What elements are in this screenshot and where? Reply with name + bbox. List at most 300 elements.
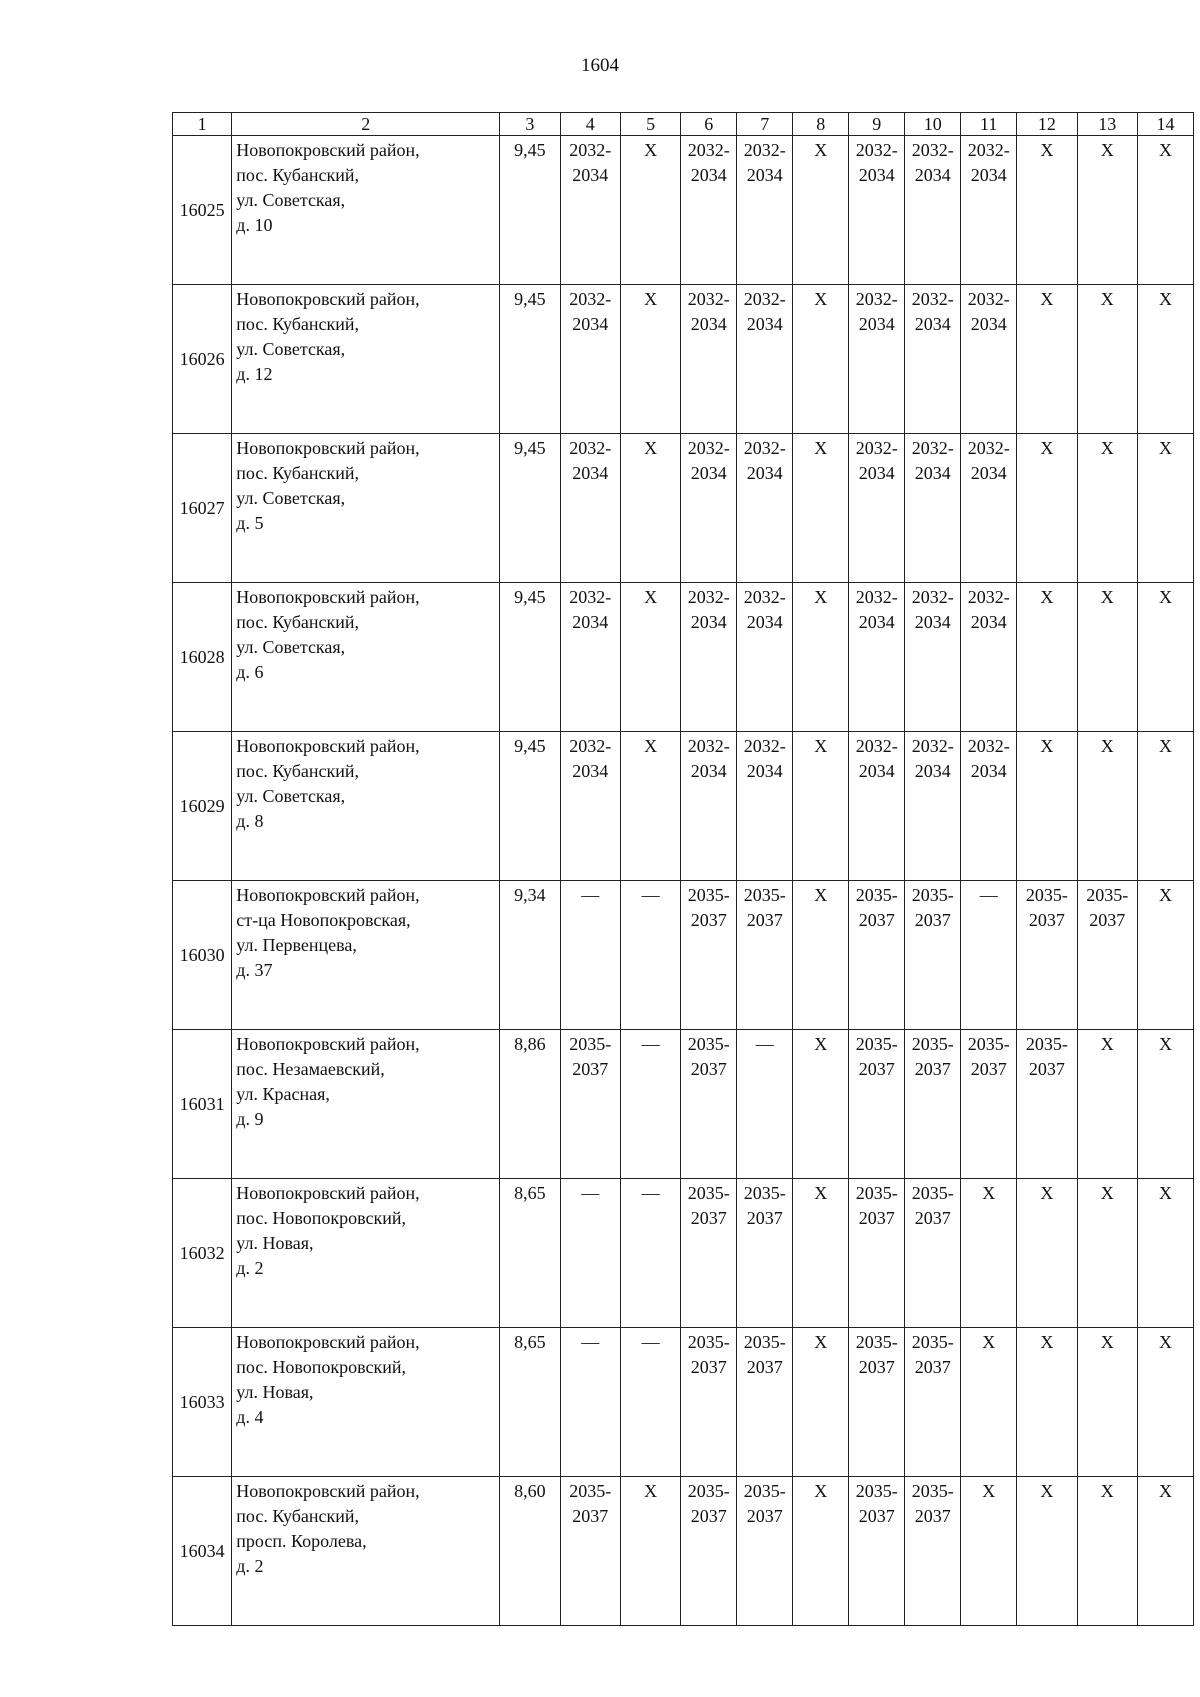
period-cell xyxy=(849,434,905,583)
address-cell xyxy=(232,1179,500,1328)
period-text: 2032- xyxy=(569,587,612,607)
period-cell xyxy=(560,732,620,881)
period-text: 2034 xyxy=(914,165,951,185)
column-header-5: 5 xyxy=(620,113,680,136)
period-text: 2032- xyxy=(911,587,954,607)
period-text: 2034 xyxy=(914,612,951,632)
period-text: Х xyxy=(814,438,828,458)
period-cell xyxy=(1077,881,1137,1030)
dash-mark: — xyxy=(641,1332,660,1352)
period-text: 2035- xyxy=(569,1481,612,1501)
period-cell xyxy=(681,583,737,732)
period-cell xyxy=(1077,1179,1137,1328)
period-text: 2035- xyxy=(911,885,954,905)
period-text: 2032- xyxy=(967,140,1010,160)
dash-mark: — xyxy=(581,885,600,905)
period-cell xyxy=(1017,881,1077,1030)
address-line: д. 12 xyxy=(236,364,273,384)
address-cell xyxy=(232,732,500,881)
address-line: ул. Советская, xyxy=(236,637,346,657)
period-text: 2037 xyxy=(914,1059,951,1079)
period-text: 2035- xyxy=(569,1034,612,1054)
period-text: 2032- xyxy=(569,438,612,458)
period-text: 2035- xyxy=(687,885,730,905)
period-text: Х xyxy=(1158,140,1172,160)
period-cell xyxy=(849,285,905,434)
period-text: 2037 xyxy=(1089,910,1126,930)
period-text: 2035- xyxy=(855,885,898,905)
dash-mark: — xyxy=(641,1183,660,1203)
period-text: 2035- xyxy=(687,1481,730,1501)
period-cell xyxy=(1017,583,1077,732)
period-cell xyxy=(620,1179,680,1328)
period-cell xyxy=(1137,732,1193,881)
period-cell xyxy=(793,881,849,1030)
address-line: пос. Кубанский, xyxy=(236,612,360,632)
period-cell xyxy=(1077,285,1137,434)
period-cell xyxy=(849,1179,905,1328)
address-line: ул. Первенцева, xyxy=(236,935,357,955)
period-text: 2035- xyxy=(911,1332,954,1352)
period-text: Х xyxy=(1040,587,1054,607)
period-text: 2034 xyxy=(572,314,609,334)
period-text: 2032- xyxy=(687,438,730,458)
period-text: Х xyxy=(644,587,658,607)
period-text: Х xyxy=(1158,587,1172,607)
period-cell xyxy=(560,434,620,583)
period-text: Х xyxy=(1100,1034,1114,1054)
period-text: 2034 xyxy=(970,463,1007,483)
value-cell: 8,65 xyxy=(500,1328,560,1477)
address-line: Новопокровский район, xyxy=(236,289,420,309)
period-cell xyxy=(961,285,1017,434)
period-text: 2032- xyxy=(911,438,954,458)
page-number: 1604 xyxy=(581,55,619,76)
table-row xyxy=(173,1477,1194,1626)
period-text: 2032- xyxy=(687,587,730,607)
period-text: Х xyxy=(1100,587,1114,607)
period-text: 2032- xyxy=(743,587,786,607)
period-cell xyxy=(1137,434,1193,583)
period-cell xyxy=(681,881,737,1030)
address-cell xyxy=(232,1477,500,1626)
period-text: 2034 xyxy=(690,165,727,185)
row-number: 16028 xyxy=(173,583,232,732)
period-text: 2037 xyxy=(914,1506,951,1526)
period-cell xyxy=(1017,1328,1077,1477)
period-cell xyxy=(1137,1477,1193,1626)
address-line: д. 2 xyxy=(236,1556,264,1576)
column-header-10: 10 xyxy=(905,113,961,136)
period-text: 2032- xyxy=(855,140,898,160)
period-text: 2035- xyxy=(911,1034,954,1054)
column-header-1: 1 xyxy=(173,113,232,136)
period-cell xyxy=(905,1179,961,1328)
period-cell xyxy=(560,583,620,732)
period-cell xyxy=(681,1030,737,1179)
period-cell xyxy=(560,136,620,285)
address-line: пос. Новопокровский, xyxy=(236,1208,406,1228)
period-cell xyxy=(737,136,793,285)
period-text: 2035- xyxy=(855,1034,898,1054)
column-header-7: 7 xyxy=(737,113,793,136)
period-cell xyxy=(849,1030,905,1179)
period-text: 2032- xyxy=(687,140,730,160)
period-text: Х xyxy=(1100,140,1114,160)
period-text: 2032- xyxy=(855,289,898,309)
period-cell xyxy=(905,583,961,732)
period-text: 2032- xyxy=(911,289,954,309)
period-text: Х xyxy=(644,289,658,309)
period-cell xyxy=(793,1328,849,1477)
period-text: 2032- xyxy=(743,140,786,160)
table-row xyxy=(173,1179,1194,1328)
period-cell xyxy=(681,1328,737,1477)
address-line: ул. Советская, xyxy=(236,488,346,508)
period-cell xyxy=(905,1328,961,1477)
period-cell xyxy=(620,881,680,1030)
period-cell xyxy=(620,1477,680,1626)
address-line: д. 9 xyxy=(236,1109,264,1129)
dash-mark: — xyxy=(581,1183,600,1203)
period-text: 2034 xyxy=(572,612,609,632)
period-text: 2034 xyxy=(690,761,727,781)
period-cell xyxy=(905,434,961,583)
period-cell xyxy=(1017,434,1077,583)
period-cell xyxy=(793,1477,849,1626)
period-text: 2037 xyxy=(690,1357,727,1377)
period-cell xyxy=(620,583,680,732)
period-cell xyxy=(737,583,793,732)
period-text: 2032- xyxy=(743,736,786,756)
address-line: пос. Кубанский, xyxy=(236,761,360,781)
period-cell xyxy=(560,881,620,1030)
period-text: 2034 xyxy=(970,314,1007,334)
period-cell xyxy=(737,1477,793,1626)
period-cell xyxy=(905,1030,961,1179)
period-cell xyxy=(905,732,961,881)
period-text: 2035- xyxy=(687,1034,730,1054)
period-text: 2032- xyxy=(967,736,1010,756)
address-line: пос. Кубанский, xyxy=(236,1506,360,1526)
period-text: 2037 xyxy=(970,1059,1007,1079)
column-header-6: 6 xyxy=(681,113,737,136)
value-cell: 9,34 xyxy=(500,881,560,1030)
period-cell xyxy=(1017,1030,1077,1179)
period-text: 2035- xyxy=(855,1481,898,1501)
period-text: 2034 xyxy=(858,463,895,483)
period-text: 2035- xyxy=(687,1332,730,1352)
period-cell xyxy=(793,434,849,583)
period-cell xyxy=(560,1179,620,1328)
period-text: 2035- xyxy=(855,1332,898,1352)
period-text: Х xyxy=(1158,1183,1172,1203)
address-line: д. 10 xyxy=(236,215,273,235)
period-cell xyxy=(1017,1477,1077,1626)
period-text: 2032- xyxy=(687,736,730,756)
address-line: Новопокровский район, xyxy=(236,587,420,607)
period-cell xyxy=(905,285,961,434)
period-cell xyxy=(793,732,849,881)
period-text: 2032- xyxy=(687,289,730,309)
period-text: Х xyxy=(644,736,658,756)
period-cell xyxy=(737,434,793,583)
period-text: 2034 xyxy=(746,314,783,334)
period-cell xyxy=(620,434,680,583)
period-text: 2035- xyxy=(911,1481,954,1501)
dash-mark: — xyxy=(755,1034,774,1054)
column-header-3: 3 xyxy=(500,113,560,136)
dash-mark: — xyxy=(979,885,998,905)
period-cell xyxy=(961,1030,1017,1179)
period-cell xyxy=(961,1477,1017,1626)
period-text: 2037 xyxy=(858,1357,895,1377)
period-text: 2034 xyxy=(746,761,783,781)
period-text: 2037 xyxy=(572,1506,609,1526)
period-text: Х xyxy=(814,1183,828,1203)
column-header-2: 2 xyxy=(232,113,500,136)
column-header-14: 14 xyxy=(1137,113,1193,136)
period-cell xyxy=(961,881,1017,1030)
period-text: Х xyxy=(1158,1481,1172,1501)
period-text: 2034 xyxy=(572,165,609,185)
period-text: Х xyxy=(1158,1332,1172,1352)
period-cell xyxy=(1137,136,1193,285)
period-text: 2034 xyxy=(914,761,951,781)
period-text: 2037 xyxy=(1028,1059,1065,1079)
period-cell xyxy=(793,1179,849,1328)
register-table xyxy=(172,112,1194,1626)
address-line: ул. Новая, xyxy=(236,1382,314,1402)
period-text: 2037 xyxy=(690,1506,727,1526)
period-cell xyxy=(681,434,737,583)
address-line: пос. Кубанский, xyxy=(236,463,360,483)
period-text: Х xyxy=(814,736,828,756)
column-header-4: 4 xyxy=(560,113,620,136)
table-row xyxy=(173,434,1194,583)
address-line: пос. Незамаевский, xyxy=(236,1059,385,1079)
period-text: 2037 xyxy=(690,1208,727,1228)
column-header-8: 8 xyxy=(793,113,849,136)
row-number: 16025 xyxy=(173,136,232,285)
period-cell xyxy=(849,136,905,285)
period-text: 2034 xyxy=(914,463,951,483)
period-text: 2034 xyxy=(970,761,1007,781)
period-cell xyxy=(1137,1328,1193,1477)
period-cell xyxy=(681,732,737,881)
period-cell xyxy=(737,881,793,1030)
period-text: Х xyxy=(1040,438,1054,458)
period-text: 2032- xyxy=(569,736,612,756)
address-line: ул. Красная, xyxy=(236,1084,330,1104)
table-row xyxy=(173,285,1194,434)
period-text: Х xyxy=(814,140,828,160)
period-text: 2037 xyxy=(858,1506,895,1526)
period-text: 2037 xyxy=(858,1059,895,1079)
value-cell: 9,45 xyxy=(500,285,560,434)
period-text: Х xyxy=(1158,1034,1172,1054)
period-cell xyxy=(1017,285,1077,434)
period-text: 2032- xyxy=(855,736,898,756)
period-text: 2032- xyxy=(743,438,786,458)
period-cell xyxy=(849,1477,905,1626)
period-text: 2035- xyxy=(911,1183,954,1203)
address-line: д. 4 xyxy=(236,1407,264,1427)
period-text: 2034 xyxy=(858,314,895,334)
period-text: 2034 xyxy=(690,612,727,632)
period-cell xyxy=(737,1030,793,1179)
period-cell xyxy=(620,1030,680,1179)
row-number: 16026 xyxy=(173,285,232,434)
address-line: ул. Советская, xyxy=(236,786,346,806)
value-cell: 8,65 xyxy=(500,1179,560,1328)
period-cell xyxy=(793,583,849,732)
period-text: 2032- xyxy=(855,438,898,458)
address-line: ул. Новая, xyxy=(236,1233,314,1253)
period-text: 2035- xyxy=(855,1183,898,1203)
period-cell xyxy=(1077,732,1137,881)
period-cell xyxy=(737,1179,793,1328)
period-text: 2032- xyxy=(855,587,898,607)
period-text: Х xyxy=(1100,289,1114,309)
table-row xyxy=(173,732,1194,881)
period-text: Х xyxy=(814,587,828,607)
column-header-13: 13 xyxy=(1077,113,1137,136)
period-text: Х xyxy=(1040,1481,1054,1501)
period-text: 2034 xyxy=(690,314,727,334)
period-cell xyxy=(560,1328,620,1477)
period-cell xyxy=(961,732,1017,881)
value-cell: 8,86 xyxy=(500,1030,560,1179)
period-cell xyxy=(737,285,793,434)
period-cell xyxy=(1137,881,1193,1030)
period-text: 2037 xyxy=(690,910,727,930)
period-text: Х xyxy=(1158,289,1172,309)
period-cell xyxy=(560,1477,620,1626)
address-cell xyxy=(232,881,500,1030)
period-text: 2032- xyxy=(569,140,612,160)
period-cell xyxy=(1017,732,1077,881)
period-text: Х xyxy=(1040,140,1054,160)
period-text: 2037 xyxy=(858,910,895,930)
period-text: 2037 xyxy=(746,1357,783,1377)
period-cell xyxy=(905,881,961,1030)
period-text: 2035- xyxy=(743,1332,786,1352)
period-cell xyxy=(1137,1179,1193,1328)
period-cell xyxy=(961,136,1017,285)
row-number: 16029 xyxy=(173,732,232,881)
period-text: Х xyxy=(814,1332,828,1352)
period-cell xyxy=(681,285,737,434)
period-cell xyxy=(1137,285,1193,434)
period-cell xyxy=(1077,583,1137,732)
period-cell xyxy=(681,1477,737,1626)
period-cell xyxy=(849,881,905,1030)
row-number: 16033 xyxy=(173,1328,232,1477)
address-line: Новопокровский район, xyxy=(236,736,420,756)
address-line: пос. Кубанский, xyxy=(236,165,360,185)
period-cell xyxy=(849,583,905,732)
period-text: 2032- xyxy=(911,140,954,160)
row-number: 16027 xyxy=(173,434,232,583)
period-cell xyxy=(849,1328,905,1477)
address-line: д. 8 xyxy=(236,811,264,831)
period-text: 2037 xyxy=(914,1357,951,1377)
period-cell xyxy=(681,1179,737,1328)
period-text: 2037 xyxy=(746,1208,783,1228)
period-cell xyxy=(905,136,961,285)
address-line: Новопокровский район, xyxy=(236,1332,420,1352)
period-text: Х xyxy=(1100,438,1114,458)
period-text: 2032- xyxy=(967,289,1010,309)
period-text: 2034 xyxy=(858,165,895,185)
period-text: Х xyxy=(1158,885,1172,905)
period-text: 2037 xyxy=(746,910,783,930)
column-header-11: 11 xyxy=(961,113,1017,136)
period-text: 2037 xyxy=(858,1208,895,1228)
address-line: Новопокровский район, xyxy=(236,140,420,160)
period-text: 2032- xyxy=(569,289,612,309)
address-line: пос. Новопокровский, xyxy=(236,1357,406,1377)
period-cell xyxy=(1017,136,1077,285)
table-row xyxy=(173,1030,1194,1179)
period-cell xyxy=(1137,583,1193,732)
period-cell xyxy=(681,136,737,285)
period-text: 2035- xyxy=(1086,885,1129,905)
period-text: 2034 xyxy=(970,165,1007,185)
period-text: Х xyxy=(644,140,658,160)
value-cell: 9,45 xyxy=(500,136,560,285)
table-row xyxy=(173,1328,1194,1477)
period-text: 2034 xyxy=(914,314,951,334)
period-cell xyxy=(620,1328,680,1477)
period-cell xyxy=(737,1328,793,1477)
period-text: 2035- xyxy=(1025,885,1068,905)
period-text: 2037 xyxy=(914,1208,951,1228)
value-cell: 8,60 xyxy=(500,1477,560,1626)
period-text: 2037 xyxy=(690,1059,727,1079)
period-text: Х xyxy=(982,1183,996,1203)
table-row xyxy=(173,583,1194,732)
period-text: Х xyxy=(982,1481,996,1501)
value-cell: 9,45 xyxy=(500,732,560,881)
dash-mark: — xyxy=(641,885,660,905)
period-text: 2032- xyxy=(911,736,954,756)
period-text: Х xyxy=(1158,438,1172,458)
row-number: 16032 xyxy=(173,1179,232,1328)
period-cell xyxy=(1077,1477,1137,1626)
period-cell xyxy=(620,136,680,285)
period-cell xyxy=(1077,434,1137,583)
column-header-9: 9 xyxy=(849,113,905,136)
row-number: 16030 xyxy=(173,881,232,1030)
period-cell xyxy=(793,285,849,434)
period-text: 2034 xyxy=(746,612,783,632)
period-text: 2034 xyxy=(746,165,783,185)
period-text: Х xyxy=(1040,289,1054,309)
period-cell xyxy=(905,1477,961,1626)
address-cell xyxy=(232,583,500,732)
address-line: д. 6 xyxy=(236,662,264,682)
period-text: 2034 xyxy=(690,463,727,483)
table-row xyxy=(173,136,1194,285)
period-cell xyxy=(961,434,1017,583)
address-line: ст-ца Новопокровская, xyxy=(236,910,411,930)
period-text: Х xyxy=(1100,1481,1114,1501)
address-line: Новопокровский район, xyxy=(236,1481,420,1501)
period-text: Х xyxy=(644,1481,658,1501)
period-text: 2034 xyxy=(858,761,895,781)
